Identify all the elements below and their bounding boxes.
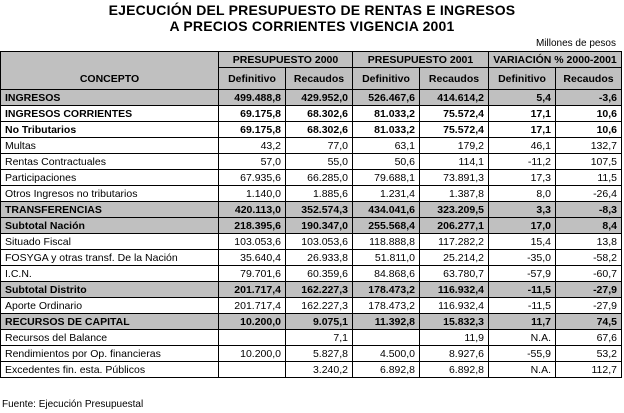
row-value-cell: 178.473,2	[353, 282, 420, 298]
subheader-2001-recaudos: Recaudos	[420, 68, 489, 90]
row-value-cell: 68.302,6	[286, 122, 353, 138]
row-value-cell: 162.227,3	[286, 282, 353, 298]
row-value-cell: -35,0	[489, 250, 556, 266]
row-concept-cell: INGRESOS	[1, 90, 219, 106]
row-concept-cell: Recursos del Balance	[1, 330, 219, 346]
row-value-cell: 11.392,8	[353, 314, 420, 330]
row-concept-cell: Rendimientos por Op. financieras	[1, 346, 219, 362]
row-value-cell: 414.614,2	[420, 90, 489, 106]
row-concept-cell: No Tributarios	[1, 122, 219, 138]
row-value-cell: 9.075,1	[286, 314, 353, 330]
row-value-cell: 8,0	[489, 186, 556, 202]
row-value-cell: 11,5	[556, 170, 622, 186]
row-concept-cell: Aporte Ordinario	[1, 298, 219, 314]
row-value-cell: 50,6	[353, 154, 420, 170]
table-row	[1, 154, 622, 170]
subheader-var-definitivo: Definitivo	[489, 68, 556, 90]
row-value-cell: 25.214,2	[420, 250, 489, 266]
row-value-cell: 6.892,8	[353, 362, 420, 378]
row-value-cell: 74,5	[556, 314, 622, 330]
row-value-cell: 66.285,0	[286, 170, 353, 186]
row-value-cell: 526.467,6	[353, 90, 420, 106]
row-value-cell: 69.175,8	[219, 122, 286, 138]
table-row	[1, 90, 622, 106]
units-label: Millones de pesos	[535, 38, 616, 49]
row-value-cell: 107,5	[556, 154, 622, 170]
row-value-cell: 11,7	[489, 314, 556, 330]
row-concept-cell: Rentas Contractuales	[1, 154, 219, 170]
row-value-cell: 6.892,8	[420, 362, 489, 378]
row-value-cell: 75.572,4	[420, 106, 489, 122]
row-concept-cell: Multas	[1, 138, 219, 154]
row-value-cell: 84.868,6	[353, 266, 420, 282]
row-value-cell: 3.240,2	[286, 362, 353, 378]
row-value-cell: 60.359,6	[286, 266, 353, 282]
row-value-cell: 429.952,0	[286, 90, 353, 106]
row-value-cell: 103.053,6	[286, 234, 353, 250]
table-row	[1, 186, 622, 202]
row-value-cell: 69.175,8	[219, 106, 286, 122]
row-value-cell: -11,2	[489, 154, 556, 170]
row-concept-cell: INGRESOS CORRIENTES	[1, 106, 219, 122]
row-value-cell: -11,5	[489, 298, 556, 314]
table-row	[1, 362, 622, 378]
table-row	[1, 202, 622, 218]
row-value-cell: 162.227,3	[286, 298, 353, 314]
row-value-cell: N.A.	[489, 330, 556, 346]
row-value-cell: 79.688,1	[353, 170, 420, 186]
row-value-cell: 218.395,6	[219, 218, 286, 234]
subheader-var-recaudos: Recaudos	[556, 68, 622, 90]
table-row	[1, 234, 622, 250]
row-concept-cell: Participaciones	[1, 170, 219, 186]
row-value-cell: 51.811,0	[353, 250, 420, 266]
row-value-cell: 178.473,2	[353, 298, 420, 314]
row-value-cell: -3,6	[556, 90, 622, 106]
row-value-cell: 15.832,3	[420, 314, 489, 330]
row-value-cell: 5,4	[489, 90, 556, 106]
row-value-cell: 499.488,8	[219, 90, 286, 106]
row-value-cell: -60,7	[556, 266, 622, 282]
row-value-cell: 206.277,1	[420, 218, 489, 234]
subheader-2000-definitivo: Definitivo	[219, 68, 286, 90]
row-value-cell: 1.140,0	[219, 186, 286, 202]
row-value-cell: 57,0	[219, 154, 286, 170]
row-value-cell: 420.113,0	[219, 202, 286, 218]
row-value-cell: N.A.	[489, 362, 556, 378]
row-value-cell: 43,2	[219, 138, 286, 154]
table-row	[1, 218, 622, 234]
row-value-cell: 63.780,7	[420, 266, 489, 282]
table-row	[1, 170, 622, 186]
header-presupuesto-2001: PRESUPUESTO 2001	[353, 52, 489, 68]
row-concept-cell: Situado Fiscal	[1, 234, 219, 250]
row-value-cell: -55,9	[489, 346, 556, 362]
row-value-cell: 35.640,4	[219, 250, 286, 266]
row-value-cell: 1.387,8	[420, 186, 489, 202]
row-concept-cell: Subtotal Distrito	[1, 282, 219, 298]
row-concept-cell: TRANSFERENCIAS	[1, 202, 219, 218]
row-value-cell: 8.927,6	[420, 346, 489, 362]
row-value-cell: 3,3	[489, 202, 556, 218]
table-row	[1, 250, 622, 266]
row-value-cell: 323.209,5	[420, 202, 489, 218]
row-value-cell: 55,0	[286, 154, 353, 170]
row-value-cell: 116.932,4	[420, 282, 489, 298]
row-value-cell: 15,4	[489, 234, 556, 250]
row-value-cell: 1.885,6	[286, 186, 353, 202]
row-value-cell	[219, 330, 286, 346]
row-value-cell: 46,1	[489, 138, 556, 154]
row-value-cell: 17,1	[489, 106, 556, 122]
row-value-cell: 81.033,2	[353, 122, 420, 138]
row-value-cell: 201.717,4	[219, 282, 286, 298]
row-value-cell: 117.282,2	[420, 234, 489, 250]
table-row	[1, 266, 622, 282]
table-row	[1, 282, 622, 298]
row-value-cell: 434.041,6	[353, 202, 420, 218]
row-value-cell: 13,8	[556, 234, 622, 250]
table-row	[1, 138, 622, 154]
row-value-cell: 10,6	[556, 122, 622, 138]
source-note: Fuente: Ejecución Presupuestal	[2, 399, 144, 410]
row-concept-cell: I.C.N.	[1, 266, 219, 282]
row-value-cell: -26,4	[556, 186, 622, 202]
table-title-line1: EJECUCIÓN DEL PRESUPUESTO DE RENTAS E INGRESOS	[108, 2, 516, 18]
row-value-cell: 5.827,8	[286, 346, 353, 362]
row-value-cell	[353, 330, 420, 346]
row-value-cell: 114,1	[420, 154, 489, 170]
row-value-cell: 17,0	[489, 218, 556, 234]
table-body	[1, 90, 622, 378]
table-row	[1, 122, 622, 138]
table-row	[1, 298, 622, 314]
row-value-cell: 116.932,4	[420, 298, 489, 314]
table-row	[1, 346, 622, 362]
row-value-cell: 11,9	[420, 330, 489, 346]
row-value-cell: 77,0	[286, 138, 353, 154]
row-concept-cell: Subtotal Nación	[1, 218, 219, 234]
row-value-cell	[219, 362, 286, 378]
header-presupuesto-2000: PRESUPUESTO 2000	[219, 52, 353, 68]
row-value-cell: 8,4	[556, 218, 622, 234]
row-value-cell: 10,6	[556, 106, 622, 122]
header-concept: CONCEPTO	[1, 52, 219, 90]
row-value-cell: 10.200,0	[219, 346, 286, 362]
row-value-cell: 112,7	[556, 362, 622, 378]
row-value-cell: 255.568,4	[353, 218, 420, 234]
row-value-cell: 67,6	[556, 330, 622, 346]
row-value-cell: 179,2	[420, 138, 489, 154]
row-value-cell: 75.572,4	[420, 122, 489, 138]
row-concept-cell: Otros Ingresos no tributarios	[1, 186, 219, 202]
row-concept-cell: FOSYGA y otras transf. De la Nación	[1, 250, 219, 266]
row-value-cell: -8,3	[556, 202, 622, 218]
row-value-cell: -11,5	[489, 282, 556, 298]
table-row	[1, 314, 622, 330]
row-value-cell: -27,9	[556, 298, 622, 314]
row-value-cell: 10.200,0	[219, 314, 286, 330]
row-value-cell: 103.053,6	[219, 234, 286, 250]
row-value-cell: 7,1	[286, 330, 353, 346]
row-value-cell: 118.888,8	[353, 234, 420, 250]
row-value-cell: 67.935,6	[219, 170, 286, 186]
budget-table	[0, 51, 622, 378]
row-value-cell: 190.347,0	[286, 218, 353, 234]
row-value-cell: 73.891,3	[420, 170, 489, 186]
header-variacion: VARIACIÓN % 2000-2001	[489, 52, 622, 68]
row-value-cell: 4.500,0	[353, 346, 420, 362]
row-value-cell: 17,1	[489, 122, 556, 138]
row-value-cell: -57,9	[489, 266, 556, 282]
row-value-cell: 17,3	[489, 170, 556, 186]
table-row	[1, 106, 622, 122]
row-value-cell: 26.933,8	[286, 250, 353, 266]
subheader-2000-recaudos: Recaudos	[286, 68, 353, 90]
table-row	[1, 330, 622, 346]
row-value-cell: 63,1	[353, 138, 420, 154]
row-value-cell: 68.302,6	[286, 106, 353, 122]
row-concept-cell: RECURSOS DE CAPITAL	[1, 314, 219, 330]
row-value-cell: 1.231,4	[353, 186, 420, 202]
subheader-2001-definitivo: Definitivo	[353, 68, 420, 90]
row-value-cell: 352.574,3	[286, 202, 353, 218]
row-value-cell: 81.033,2	[353, 106, 420, 122]
row-value-cell: -58,2	[556, 250, 622, 266]
row-value-cell: 201.717,4	[219, 298, 286, 314]
row-value-cell: 79.701,6	[219, 266, 286, 282]
table-title-line2: A PRECIOS CORRIENTES VIGENCIA 2001	[169, 18, 455, 34]
row-value-cell: 132,7	[556, 138, 622, 154]
row-concept-cell: Excedentes fin. esta. Públicos	[1, 362, 219, 378]
row-value-cell: -27,9	[556, 282, 622, 298]
row-value-cell: 53,2	[556, 346, 622, 362]
